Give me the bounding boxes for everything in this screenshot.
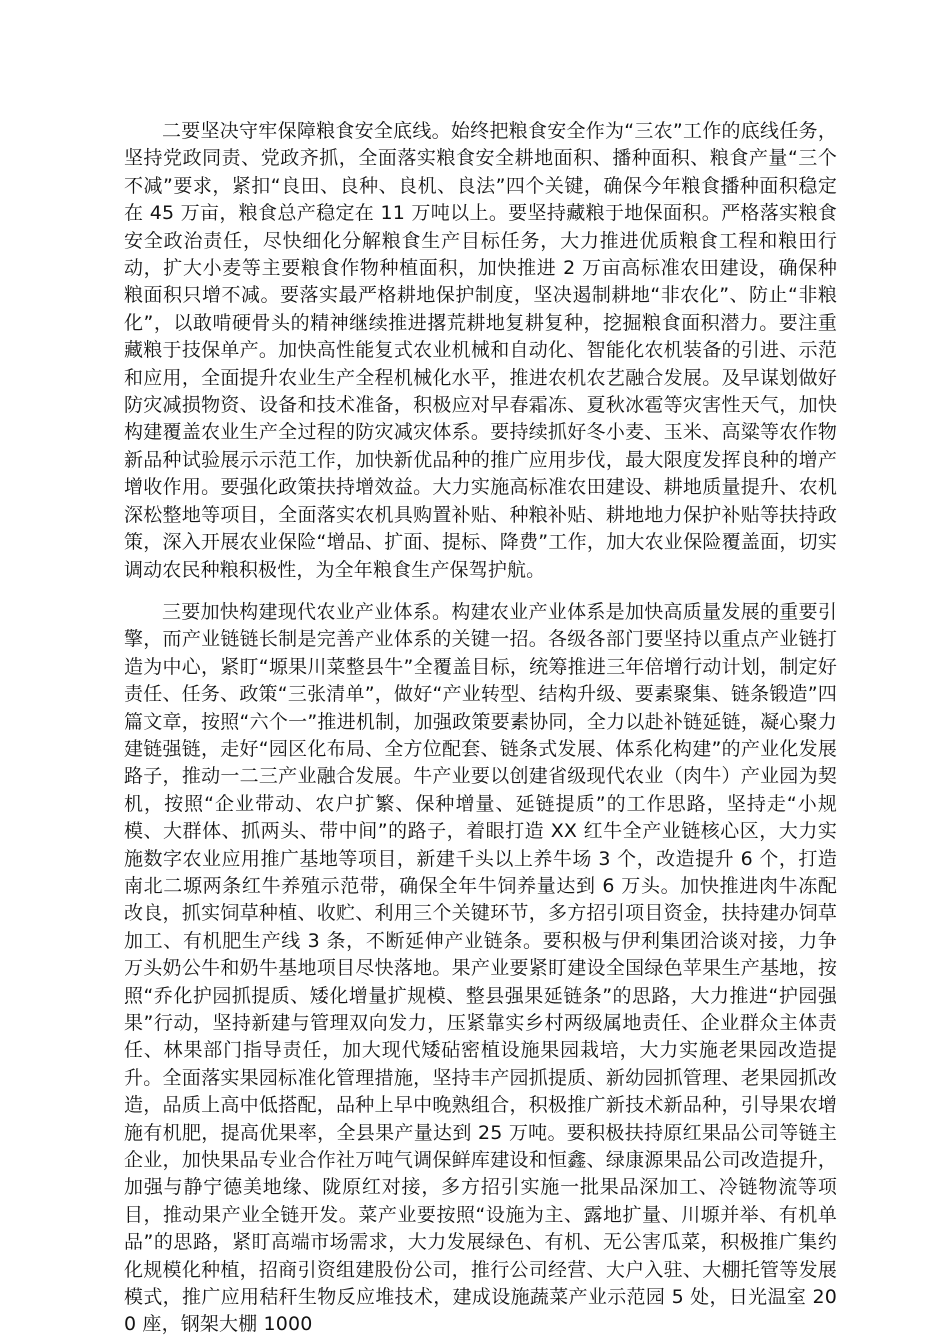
paragraph-industry-system: 三要加快构建现代农业产业体系。构建农业产业体系是加快高质量发展的重要引擎，而产业链链长制是完善产业体系的关键一招。各级各部门要坚持以重点产业链打造为中心，紧盯“塬果川菜整县牛”全覆盖目标，统筹推进三年倍增行动计划，制定好责任、任务、政策“三张清单”，做好“产业转型、结构升级、要素聚集、链条锻造”四篇文章，按照“六个一”推进机制，加强政策要素协同，全力以赴补链延链，凝心聚力建链强链，走好“园区化布局、全方位配套、链条式发展、体系化构建”的产业化发展路子，推动一二三产业融合发展。牛产业要以创建省级现代农业（肉牛）产业园为契机，按照“企业带动、农户扩繁、保种增量、延链提质”的工作思路，坚持走“小规模、大群体、抓两头、带中间”的路子，着眼打造 XX 红牛全产业链核心区，大力实施数字农业应用推广基地等项目，新建千头以上养牛场 3 个，改造提升 6 个，打造南北二塬两条红牛养殖示范带，确保全年牛饲养量达到 6 万头。加快推进肉牛冻配改良，抓实饲草种植、收贮、利用三个关键环节，多方招引项目资金，扶持建办饲草加工、有机肥生产线 3 条，不断延伸产业链条。要积极与伊利集团洽谈对接，力争万头奶公牛和奶牛基地项目尽快落地。果产业要紧盯建设全国绿色苹果生产基地，按照“乔化护园抓提质、矮化增量扩规模、整县强果延链条”的思路，大力推进“护园强果”行动，坚持新建与管理双向发力，压紧靠实乡村两级属地责任、企业群众主体责任、林果部门指导责任，加大现代矮砧密植设施果园栽培，大力实施老果园改造提升。全面落实果园标准化管理措施，坚持丰产园抓提质、新幼园抓管理、老果园抓改造，品质上高中低搭配，品种上早中晚熟组合，积极推广新技术新品种，引导果农增施有机肥，提高优果率，全县果产量达到 25 万吨。要积极扶持原红果品公司等链主企业，加快果品专业合作社万吨气调保鲜库建设和恒鑫、绿康源果品公司改造提升，加强与静宁德美地缘、陇原红对接，多方招引实施一批果品深加工、冷链物流等项目，推动果产业全链开发。菜产业要按照“设施为主、露地扩量、川塬并举、有机单品”的思路，紧盯高端市场需求，大力发展绿色、有机、无公害瓜菜，积极推广集约化规模化种植，招商引资组建股份公司，推行公司经营、大户入驻、大棚托管等发展模式，推广应用秸秆生物反应堆技术，建成设施蔬菜产业示范园 5 处，日光温室 200 座，钢架大棚 1000 xyxy=(124,600,837,1336)
paragraph-grain-security: 二要坚决守牢保障粮食安全底线。始终把粮食安全作为“三农”工作的底线任务，坚持党政同责、党政齐抓，全面落实粮食安全耕地面积、播种面积、粮食产量“三个不减”要求，紧扣“良田、良种、良机、良法”四个关键，确保今年粮食播种面积稳定在 45 万亩，粮食总产稳定在 11 万吨以上。要坚持藏粮于地保面积。严格落实粮食安全政治责任，尽快细化分解粮食生产目标任务，大力推进优质粮食工程和粮田行动，扩大小麦等主要粮食作物种植面积，加快推进 2 万亩高标准农田建设，确保种粮面积只增不减。要落实最严格耕地保护制度，坚决遏制耕地“非农化”、防止“非粮化”，以敢啃硬骨头的精神继续推进撂荒耕地复耕复种，挖掘粮食面积潜力。要注重藏粮于技保单产。加快高性能复式农业机械和自动化、智能化农机装备的引进、示范和应用，全面提升农业生产全程机械化水平，推进农机农艺融合发展。及早谋划做好防灾减损物资、设备和技术准备，积极应对早春霜冻、夏秋冰雹等灾害性天气，加快构建覆盖农业生产全过程的防灾减灾体系。要持续抓好冬小麦、玉米、高粱等农作物新品种试验展示示范工作，加快新优品种的推广应用步伐，最大限度发挥良种的增产增收作用。要强化政策扶持增效益。大力实施高标准农田建设、耕地质量提升、农机深松整地等项目，全面落实农机具购置补贴、种粮补贴、耕地地力保护补贴等扶持政策，深入开展农业保险“增品、扩面、提标、降费”工作，加大农业保险覆盖面，切实调动农民种粮积极性，为全年粮食生产保驾护航。 xyxy=(124,120,837,581)
document-body xyxy=(124,118,837,1339)
